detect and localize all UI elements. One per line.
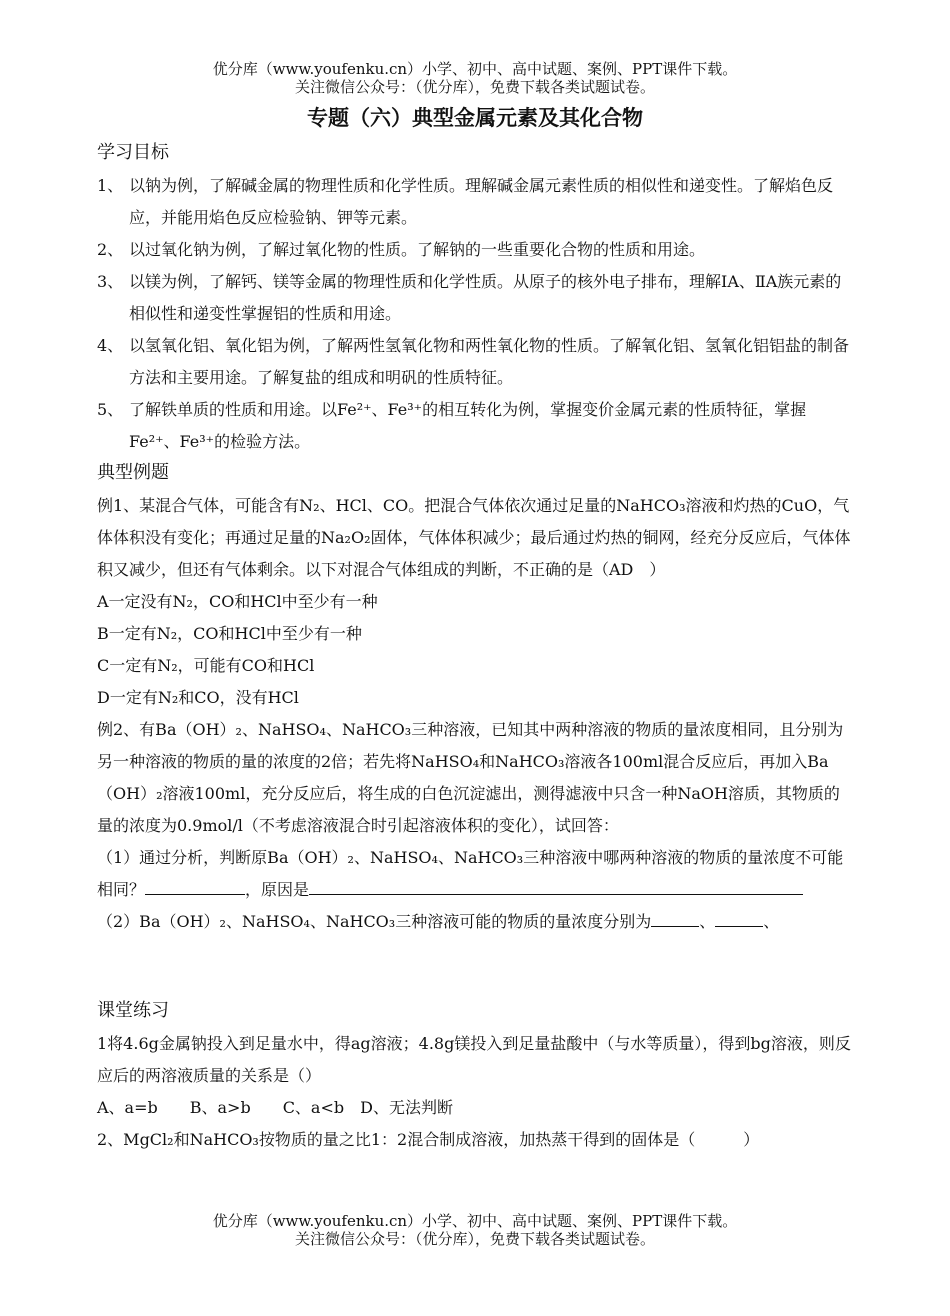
- example-1-option-c: C一定有N₂，可能有CO和HCl: [97, 656, 315, 675]
- question-2-text: （2）Ba（OH）₂、NaHSO₄、NaHCO₃三种溶液可能的物质的量浓度分别为: [97, 912, 652, 931]
- example-1-option-d: D一定有N₂和CO，没有HCl: [97, 688, 299, 707]
- goal-number: 2、: [97, 240, 124, 259]
- goal-number: 1、: [97, 176, 124, 195]
- goal-number: 5、: [97, 400, 124, 419]
- reason-blank[interactable]: [309, 876, 803, 895]
- page-header: [0, 60, 950, 96]
- goal-text: 以钠为例，了解碱金属的物理性质和化学性质。理解碱金属元素性质的相似性和递变性。了解焰色反应，并能用焰色反应检验钠、钾等元素。: [129, 176, 834, 227]
- goal-item: [97, 330, 855, 394]
- footer-line-1: 优分库（www.youfenku.cn）小学、初中、高中试题、案例、PPT课件下载。: [212, 1212, 738, 1230]
- page-title: 专题（六）典型金属元素及其化合物: [307, 106, 643, 130]
- example-1-option-b: B一定有N₂，CO和HCl中至少有一种: [97, 624, 362, 643]
- examples-heading: 典型例题: [97, 462, 169, 483]
- header-line-2: 关注微信公众号：（优分库），免费下载各类试题试卷。: [294, 78, 655, 96]
- document-body: [97, 138, 855, 1156]
- answer-blank[interactable]: [715, 908, 763, 927]
- goal-text: 了解铁单质的性质和用途。以Fe²⁺、Fe³⁺的相互转化为例，掌握变价金属元素的性质特征，掌握Fe²⁺、Fe³⁺的检验方法。: [129, 400, 807, 451]
- goal-text: 以镁为例，了解钙、镁等金属的物理性质和化学性质。从原子的核外电子排布，理解ⅠA、ⅡA族元素的相似性和递变性掌握铝的性质和用途。: [129, 272, 842, 323]
- answer-blank[interactable]: [145, 876, 245, 895]
- page-footer: [0, 1212, 950, 1248]
- practice-question-1-options: A、a=b B、a>b C、a<b D、无法判断: [97, 1098, 453, 1117]
- separator: 、: [699, 912, 716, 931]
- practice-heading: 课堂练习: [97, 1000, 169, 1021]
- example-2-stem: 例2、有Ba（OH）₂、NaHSO₄、NaHCO₃三种溶液，已知其中两种溶液的物质的量浓度相同，且分别为另一种溶液的物质的量的浓度的2倍；若先将NaHSO₄和NaHCO₃溶液各100ml混合反应后，再加入Ba（OH）₂溶液100ml，充分反应后，将生成的白色沉淀滤出，测得滤液中只含一种NaOH溶质，其物质的量的浓度为0.9mol/l（不考虑溶液混合时引起溶液体积的变化），试回答：: [97, 720, 844, 835]
- header-line-1: 优分库（www.youfenku.cn）小学、初中、高中试题、案例、PPT课件下载。: [212, 60, 738, 78]
- footer-line-2: 关注微信公众号：（优分库），免费下载各类试题试卷。: [294, 1230, 655, 1248]
- example-1-stem: 例1、某混合气体，可能含有N₂、HCl、CO。把混合气体依次通过足量的NaHCO₃溶液和灼热的CuO，气体体积没有变化；再通过足量的Na₂O₂固体，气体体积减少；最后通过灼热的铜网，经充分反应后，气体体积又减少，但还有气体剩余。以下对混合气体组成的判断，不正确的是（AD ）: [97, 496, 851, 579]
- example-2-question-1: [97, 842, 855, 906]
- answer-blank[interactable]: [651, 908, 699, 927]
- goal-number: 3、: [97, 272, 124, 291]
- practice-question-1: 1将4.6g金属钠投入到足量水中，得ag溶液；4.8g镁投入到足量盐酸中（与水等质量），得到bg溶液，则反应后的两溶液质量的关系是（）: [97, 1034, 851, 1085]
- goal-text: 以氢氧化铝、氧化铝为例，了解两性氢氧化物和两性氧化物的性质。了解氧化铝、氢氧化铝铝盐的制备方法和主要用途。了解复盐的组成和明矾的性质特征。: [129, 336, 850, 387]
- question-1-text: （1）通过分析，判断原Ba（OH）₂、NaHSO₄、NaHCO₃三种溶液中哪两种溶液的物质的量浓度不可能相同？: [97, 848, 844, 899]
- goal-item: [97, 394, 855, 458]
- goal-number: 4、: [97, 336, 124, 355]
- separator: 、: [763, 912, 780, 931]
- goal-item: [97, 170, 855, 234]
- practice-question-2: 2、MgCl₂和NaHCO₃按物质的量之比1：2混合制成溶液，加热蒸干得到的固体是（ ）: [97, 1130, 760, 1149]
- example-1-option-a: A一定没有N₂，CO和HCl中至少有一种: [97, 592, 378, 611]
- goals-heading: 学习目标: [97, 142, 169, 163]
- goal-text: 以过氧化钠为例，了解过氧化物的性质。了解钠的一些重要化合物的性质和用途。: [129, 240, 706, 259]
- goal-item: [97, 234, 855, 266]
- question-1-reason-label: ，原因是: [245, 880, 310, 899]
- example-2-question-2: [97, 906, 855, 938]
- goal-item: [97, 266, 855, 330]
